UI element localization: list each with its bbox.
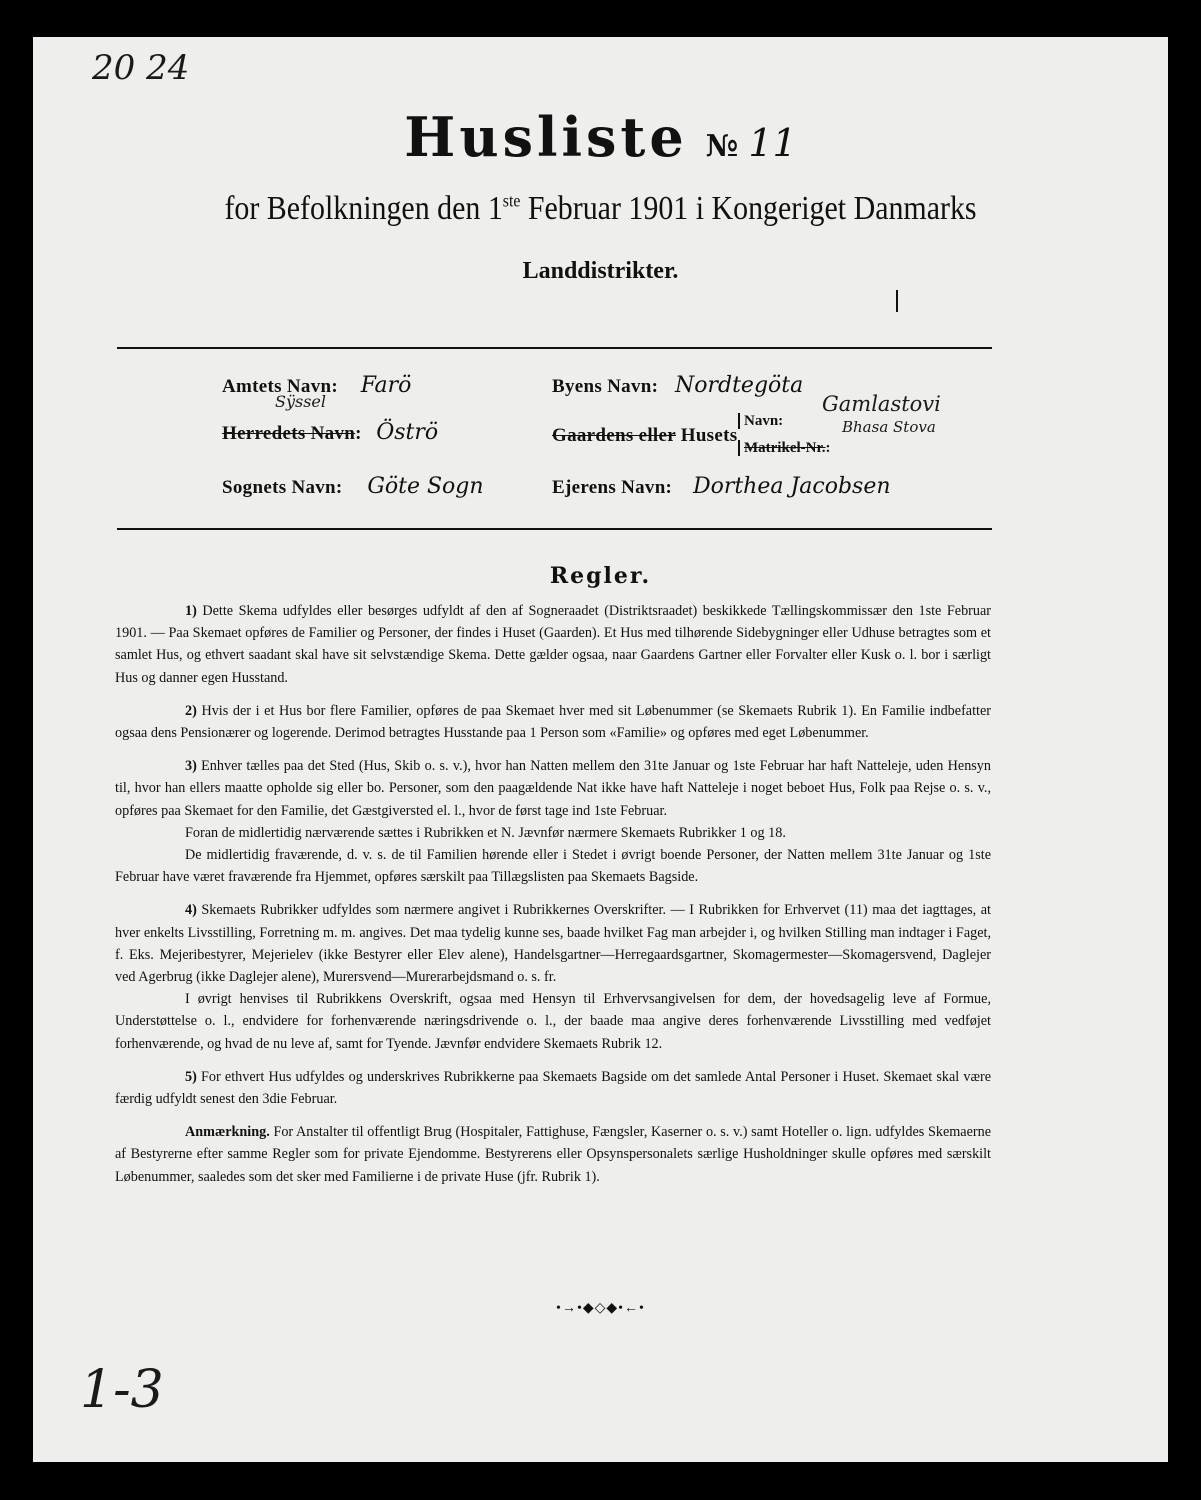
ejer-label: Ejerens Navn: bbox=[552, 477, 673, 498]
ornament-divider: •→•◆◇◆•←• bbox=[556, 1301, 645, 1316]
top-rule bbox=[117, 347, 992, 349]
ejer-field bbox=[552, 474, 891, 499]
ejer-value: Dorthea Jacobsen bbox=[692, 474, 891, 499]
bottom-handwritten-note: 1-3 bbox=[80, 1360, 164, 1420]
sogn-value: Göte Sogn bbox=[367, 474, 484, 499]
rule-tick bbox=[896, 290, 898, 312]
subtitle-pre: for Befolkningen den 1 bbox=[224, 190, 503, 227]
by-value: Nordtegöta bbox=[674, 373, 804, 398]
rule-3 bbox=[115, 755, 991, 822]
sogn-field bbox=[222, 474, 484, 499]
rule-1 bbox=[115, 600, 991, 689]
rule-number: 3) bbox=[185, 758, 197, 775]
rule-text: De midlertidig fraværende, d. v. s. de til Familien hørende eller i Stedet i øvrigt boende Personer, der Natten mellem 31te Januar og 1ste Februar have været fraværende fra Hjemmet, opføres særskilt paa Tillægslisten paa Skemaets Bagside. bbox=[115, 847, 991, 886]
rule-3-cont-1 bbox=[115, 822, 991, 844]
rule-text: For ethvert Hus udfyldes og underskrives Rubrikkerne paa Skemaets Bagside om det samlede Antal Personer i Huset. Skemaet skal være færdig udfyldt senest den 3die Februar. bbox=[115, 1068, 992, 1108]
rule-text: Dette Skema udfyldes eller besørges udfyldt af den af Sogneraadet (Distriktsraadet) beskikkede Tællingskommissær den 1ste Februar 1901. — Paa Skemaet opføres de Familier og Personer, der findes i Huset (Gaarden). Et Hus med tilhørende Sidebygninger eller Udhuse betragtes som et samlet Hus, og ethvert saadant skal have sit selvstændige Skema. Dette gælder ogsaa, naar Gaardens Gartner eller Forvalter eller Kusk o. l. bor i særligt Hus og danner egen Husstand. bbox=[115, 603, 991, 686]
title-husliste: Husliste bbox=[404, 105, 688, 169]
amt-label: Amtets Navn: bbox=[222, 376, 338, 397]
amt-value: Farö bbox=[360, 373, 412, 398]
rule-number: 4) bbox=[185, 902, 197, 919]
herred-correction: Sÿssel bbox=[275, 392, 327, 411]
husets-value: Gamlastovi bbox=[822, 392, 941, 416]
rule-text: Hvis der i et Hus bor flere Familier, opføres de paa Skemaet hver med sit Løbenummer (se Skemaets Rubrik 1). En Familie indbefatter ogsaa dens Pensionærer og logerende. Derimod betragtes Husstande paa 1 Person som «Familie» og opføres med eget Løbenummer. bbox=[115, 702, 992, 742]
husets-matrikel-label bbox=[738, 440, 831, 457]
rule-3-cont-2 bbox=[115, 844, 991, 888]
gaard-strike-label: Gaardens eller bbox=[552, 425, 676, 446]
rule-text: For Anstalter til offentligt Brug (Hospitaler, Fattighuse, Fængsler, Kaserner o. s. v.) samt Hoteller o. lign. udfyldes Skemaerne af Bestyrerne efter samme Regler som for private Ejendomme. Bestyrerens eller Opsynspersonalets særlige Husholdninger skulle opføres med særskilt Løbenummer, saaledes som det sker med Familierne i de private Huse (jfr. Rubrik 1). bbox=[115, 1124, 991, 1185]
rule-2 bbox=[115, 700, 991, 744]
by-label: Byens Navn: bbox=[552, 376, 659, 397]
bottom-rule bbox=[117, 528, 992, 530]
rule-number: 1) bbox=[185, 603, 197, 619]
rule-4-cont bbox=[115, 988, 991, 1055]
herred-value: Öströ bbox=[376, 420, 439, 445]
gaard-label: Husets bbox=[680, 425, 738, 446]
annotation-note bbox=[115, 1121, 991, 1188]
rules-heading: Regler. bbox=[549, 563, 652, 589]
husets-value-2: Bhasa Stova bbox=[842, 418, 936, 436]
form-district-type: Landdistrikter. bbox=[522, 258, 679, 284]
herred-colon: : bbox=[355, 423, 362, 444]
form-subtitle bbox=[72, 190, 1129, 228]
rule-text: Skemaets Rubrikker udfyldes som nærmere angivet i Rubrikkernes Overskrifter. — I Rubrikken for Erhvervet (11) maa det iagttages, at hver enkelts Livsstilling, Forretning m. m. angives. Det maa tydelig kunne ses, baade hvilket Fag man arbejder i, og hvilken Stilling man indtager i Faget, f. Eks. Mejeribestyrer, Mejerielev (ikke Bestyrer eller Elev alene), Handelsgartner—Herregaardsgartner, Skomagermester—Skomagersvend, Daglejer ved Agerbrug (ikke Daglejer alene), Murersvend—Murerarbejdsmand o. s. fr. bbox=[115, 902, 992, 986]
by-field bbox=[552, 373, 803, 398]
subtitle-post: Februar 1901 i Kongeriget Danmarks bbox=[520, 190, 977, 227]
rule-text: Enhver tælles paa det Sted (Hus, Skib o. s. v.), hvor han Natten mellem den 31te Januar og 1ste Februar har haft Natteleje, uden Hensyn til, hvor han ellers maatte opholde sig eller bo. Personer, som den paagældende Nat ikke have haft Natteleje i noget beboet Hus, Folk paa Rejse o. s. v., opføres paa Skemaet for den Familie, det Gæstgiversted el. l., hvor de først tage ind 1ste Februar. bbox=[115, 758, 991, 819]
subtitle-sup: ste bbox=[502, 190, 521, 211]
herred-label: Herredets Navn bbox=[222, 423, 356, 444]
herred-field bbox=[222, 420, 438, 445]
number-sign: № bbox=[705, 129, 739, 164]
corner-archive-number: 20 24 bbox=[92, 48, 190, 88]
rule-text: Foran de midlertidig nærværende sættes i Rubrikken et N. Jævnfør nærmere Skemaets Rubrikker 1 og 18. bbox=[185, 824, 786, 841]
husets-navn-label bbox=[738, 413, 783, 430]
rule-number: 5) bbox=[185, 1068, 197, 1085]
house-list-number: 11 bbox=[748, 121, 797, 165]
husets-matrikel-colon: : bbox=[825, 440, 831, 456]
rule-number: 2) bbox=[185, 702, 197, 719]
rule-text: I øvrigt henvises til Rubrikkens Overskrift, ogsaa med Hensyn til Erhvervsangivelsen for dem, der hovedsagelig leve af Formue, Understøttelse o. l., endvidere for forhenværende næringsdrivende o. l., der baade maa angive deres forhenværende Livsstilling med vedføjet forhenværende, og hvad de nu leve af, samt for Tyende. Jævnfør endvidere Skemaets Rubrik 12. bbox=[115, 991, 991, 1052]
husets-matrikel-text: Matrikel-Nr. bbox=[738, 440, 826, 456]
annotation-label: Anmærkning. bbox=[185, 1124, 270, 1141]
rules-text bbox=[115, 600, 991, 1188]
rule-5 bbox=[115, 1066, 991, 1110]
form-title bbox=[0, 105, 1201, 169]
sogn-label: Sognets Navn: bbox=[222, 477, 343, 498]
rule-4 bbox=[115, 899, 991, 988]
husets-navn-text: Navn: bbox=[738, 413, 783, 429]
gaard-field bbox=[552, 425, 737, 447]
